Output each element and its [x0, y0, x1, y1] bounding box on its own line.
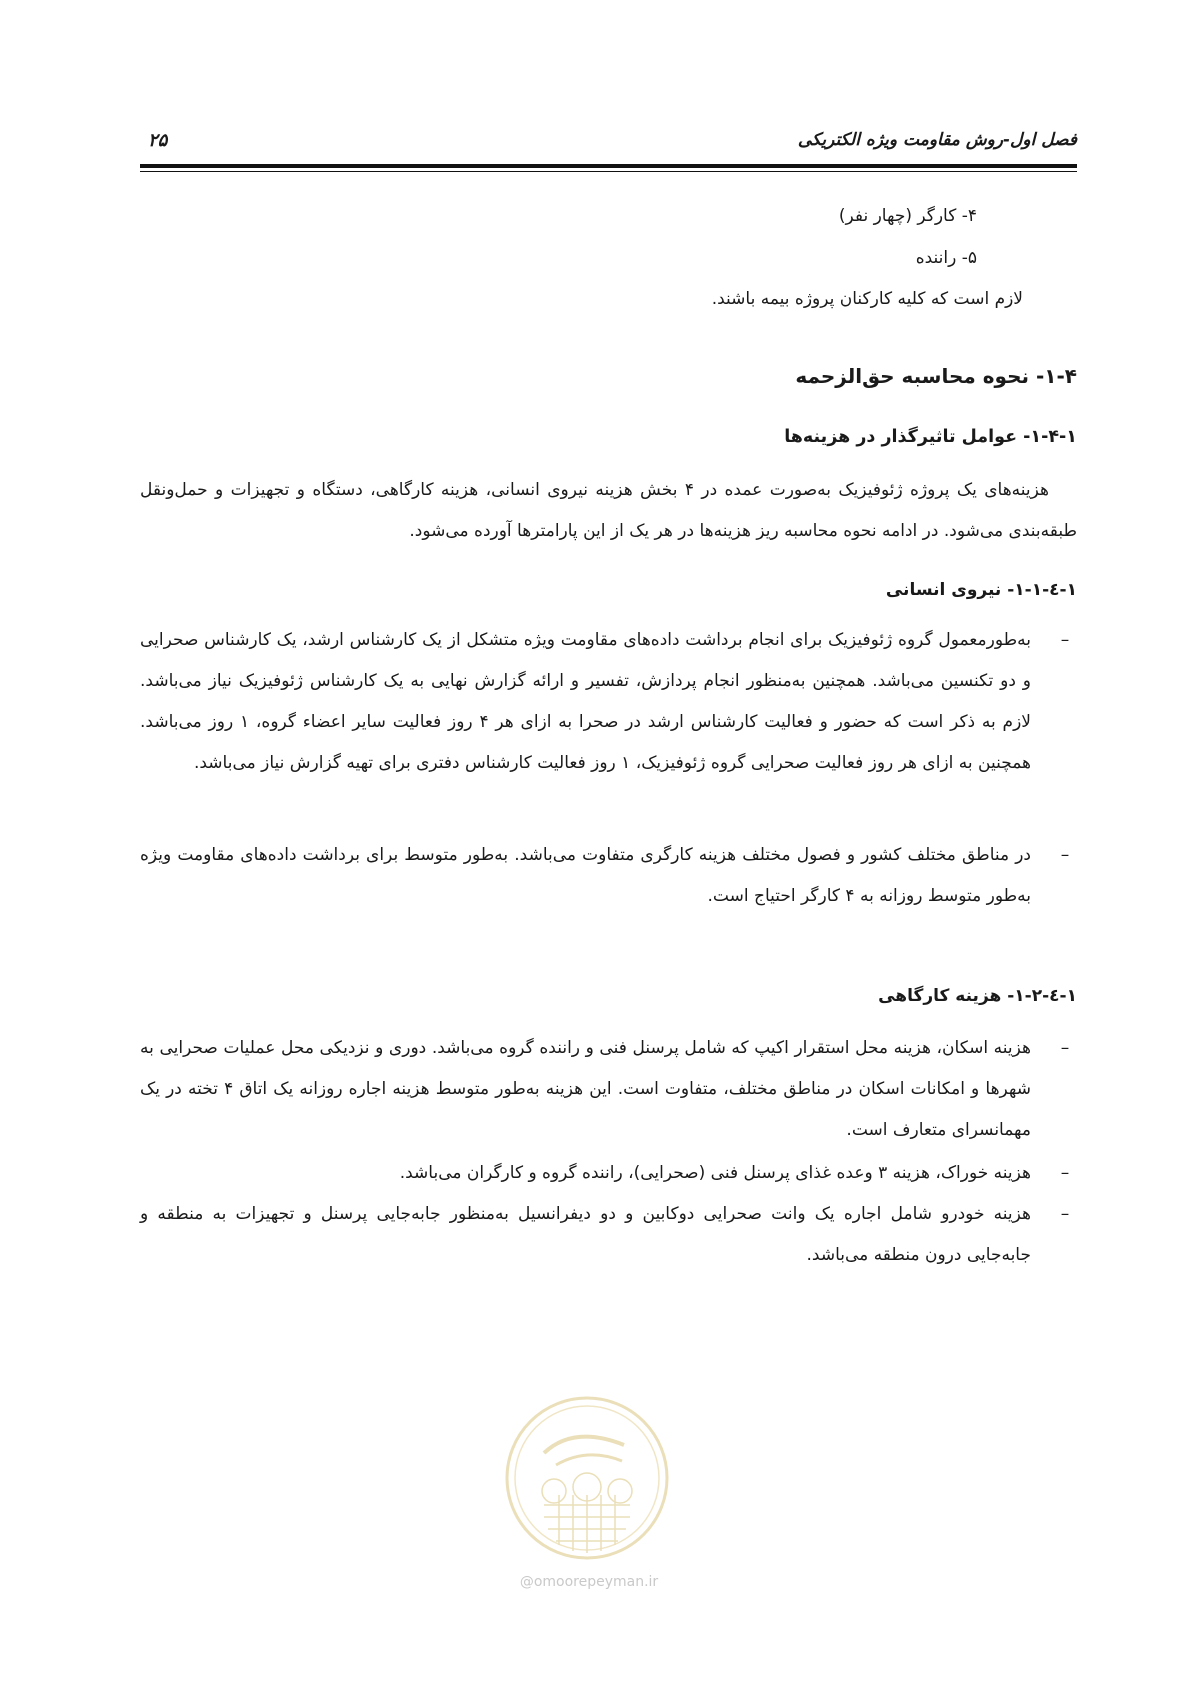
watermark-url: @omoorepeyman.ir [519, 1574, 659, 1590]
bullet-text: هزینه خوراک، هزینه ۳ وعده غذای پرسنل فنی (صحرایی)، راننده گروه و کارگران می‌باشد. [399, 1163, 1031, 1183]
list-item-workers: ۴- کارگر (چهار نفر) [838, 206, 977, 226]
subsection-heading: ۱-۴-۱- عوامل تاثیرگذار در هزینه‌ها [784, 427, 1077, 447]
bullet-dash: – [1060, 1038, 1070, 1058]
list-item-driver: ۵- راننده [915, 248, 977, 268]
site-costs-heading: ۱-٤-۱-۲- هزینه کارگاهی [878, 986, 1077, 1006]
bullet-item [140, 835, 1077, 917]
bullet-text: هزینه خودرو شامل اجاره یک وانت صحرایی دوکابین و دو دیفرانسیل به‌منظور جابه‌جایی پرسنل و تجهیزات به منطقه و جابه‌جایی درون منطقه می‌باشد. [140, 1204, 1031, 1265]
subsection-paragraph: هزینه‌های یک پروژه ژئوفیزیک به‌صورت عمده در ۴ بخش هزینه نیروی انسانی، هزینه کارگاهی، دستگاه و تجهیزات و حمل‌ونقل طبقه‌بندی می‌شود. در ادامه نحوه محاسبه ریز هزینه‌ها در هر یک از این پارامترها آورده می‌شود. [140, 480, 1077, 541]
page-number: ۲۵ [148, 130, 168, 151]
bullet-item [140, 620, 1077, 784]
running-header-title: فصل اول-روش مقاومت ویژه الکتریکی [797, 130, 1077, 150]
bullet-item [140, 1153, 1077, 1194]
bullet-item [140, 1028, 1077, 1151]
bullet-text: در مناطق مختلف کشور و فصول مختلف هزینه کارگری متفاوت می‌باشد. به‌طور متوسط برای برداشت داده‌های مقاومت ویژه به‌طور متوسط روزانه به ۴ کارگر احتیاج است. [140, 845, 1031, 906]
header-rule-thick [140, 164, 1077, 168]
bullet-dash: – [1060, 630, 1070, 650]
bullet-dash: – [1060, 845, 1070, 865]
bullet-text: به‌طورمعمول گروه ژئوفیزیک برای انجام برداشت داده‌های مقاومت ویژه متشکل از یک کارشناس ارشد، یک کارشناس صحرایی و دو تکنسین می‌باشد. همچنین به‌منظور انجام پردازش، تفسیر و ارائه گزارش نهایی به یک کارشناس ژئوفیزیک نیاز می‌باشد. لازم به ذکر است که حضور و فعالیت کارشناس ارشد در صحرا به ازای هر ۴ روز فعالیت سایر اعضاء گروه، ۱ روز می‌باشد. همچنین به ازای هر روز فعالیت صحرایی گروه ژئوفیزیک، ۱ روز فعالیت کارشناس دفتری برای تهیه گزارش نیاز می‌باشد. [140, 630, 1031, 773]
watermark-logo [504, 1395, 670, 1561]
manpower-heading: ۱-٤-۱-۱- نیروی انسانی [885, 580, 1077, 600]
bullet-dash: – [1060, 1163, 1070, 1183]
header-rule-thin [140, 171, 1077, 172]
bullet-dash: – [1060, 1204, 1070, 1224]
section-heading: ۱-۴- نحوه محاسبه حق‌الزحمه [795, 364, 1077, 388]
bullet-item [140, 1194, 1077, 1276]
insurance-note: لازم است که کلیه کارکنان پروژه بیمه باشند. [711, 289, 1023, 309]
bullet-text: هزینه اسکان، هزینه محل استقرار اکیپ که شامل پرسنل فنی و راننده گروه می‌باشد. دوری و نزدیکی محل عملیات صحرایی به شهرها و امکانات اسکان در مناطق مختلف، متفاوت است. این هزینه به‌طور متوسط هزینه اجاره روزانه یک اتاق ۴ تخته در یک مهمانسرای متعارف است. [140, 1038, 1031, 1140]
